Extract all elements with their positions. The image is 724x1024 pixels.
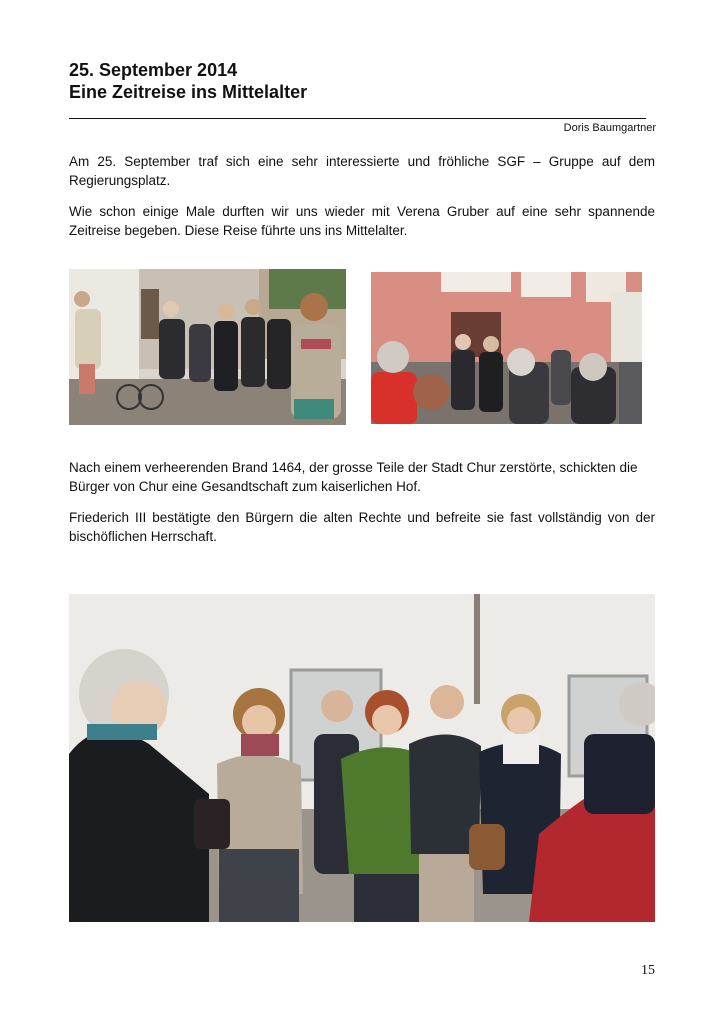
paragraph-4: Friederich III bestätigte den Bürgern die alten Rechte und befreite sie fast vollständig von der bischöflichen Herrschaft.	[69, 510, 655, 544]
photo-group-lane	[69, 269, 346, 425]
article-heading: Eine Zeitreise ins Mittelalter	[69, 82, 308, 102]
photo-group-square	[371, 272, 642, 424]
article-date: 25. September 2014	[69, 60, 238, 80]
photo-group-portrait	[69, 594, 655, 922]
page-number: 15	[641, 963, 655, 978]
article-title	[69, 59, 307, 103]
paragraph-3: Nach einem verheerenden Brand 1464, der grosse Teile der Stadt Chur zerstörte, schickten die Bürger von Chur eine Gesandtschaft zum kaiserlichen Hof.	[69, 460, 638, 494]
author-name: Doris Baumgartner	[563, 122, 656, 134]
paragraph-2: Wie schon einige Male durften wir uns wieder mit Verena Gruber auf eine sehr spannende Zeitreise begeben. Diese Reise führte uns ins Mittelalter.	[69, 204, 655, 238]
title-rule	[69, 118, 646, 119]
paragraph-1: Am 25. September traf sich eine sehr interessierte und fröhliche SGF – Gruppe auf dem Regierungsplatz.	[69, 154, 655, 188]
